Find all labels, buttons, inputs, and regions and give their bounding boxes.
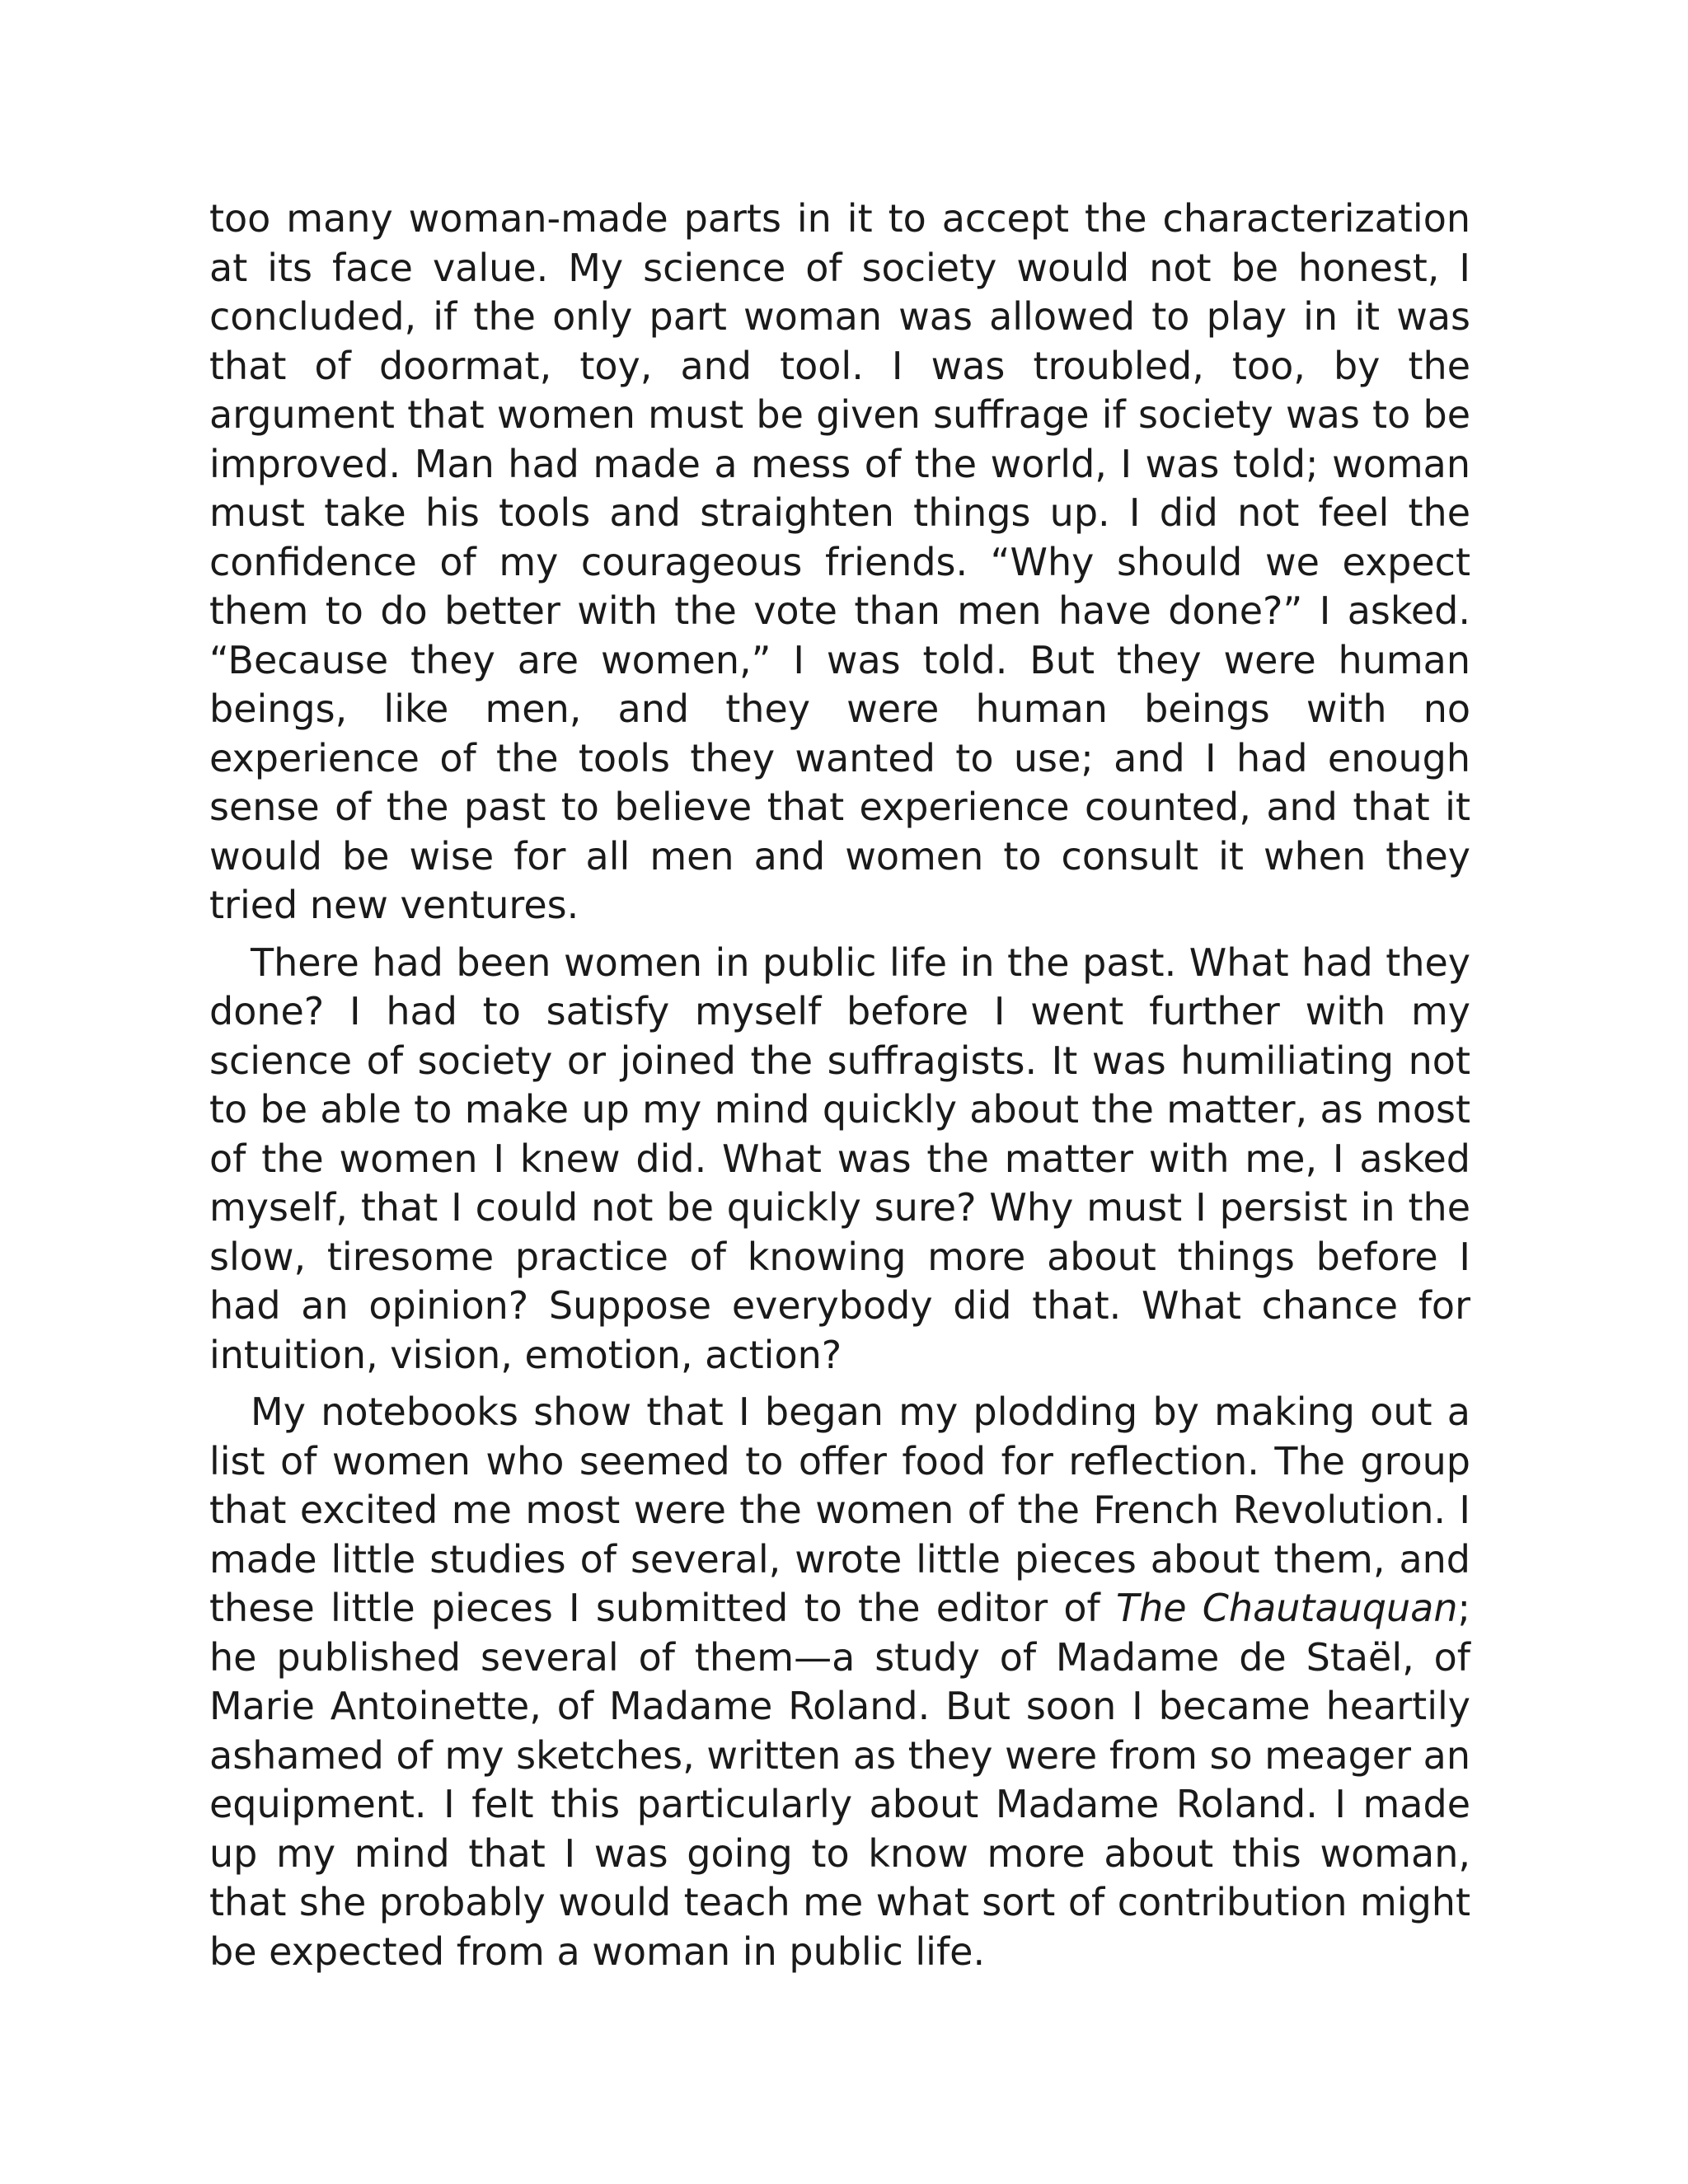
body-text bbox=[209, 194, 1470, 1976]
paragraph-3 bbox=[209, 1388, 1470, 1976]
publication-title: The Chautauquan bbox=[1116, 1586, 1458, 1630]
paragraph-2: There had been women in public life in the past. What had they done? I had to satisfy myself before I went further with my science of society or joined the suffragists. It was humiliating not to be able to make up my mind quickly about the matter, as most of the women I knew did. What was the matter with me, I asked myself, that I could not be quickly sure? Why must I persist in the slow, tiresome practice of knowing more about things before I had an opinion? Suppose everybody did that. What chance for intuition, vision, emotion, action? bbox=[209, 940, 1470, 1377]
paragraph-1: too many woman-made parts in it to accept the characterization at its face value. My science of society would not be honest, I concluded, if the only part woman was allowed to play in it was that of doormat, toy, and tool. I was troubled, too, by the argument that women must be given suffrage if society was to be improved. Man had made a mess of the world, I was told; woman must take his tools and straighten things up. I did not feel the confidence of my courageous friends. “Why should we expect them to do better with the vote than men have done?” I asked. “Because they are women,” I was told. But they were human beings, like men, and they were human beings with no experience of the tools they wanted to use; and I had enough sense of the past to believe that experience counted, and that it would be wise for all men and women to consult it when they tried new ventures. bbox=[209, 196, 1470, 927]
paragraph-3-text-after: ; he published several of them—a study of Madame de Staël, of Marie Antoinette, of Madame Roland. But soon I became heartily ashamed of my sketches, written as they were from so meager an equipment. I felt this particularly about Madame Roland. I made up my mind that I was going to know more about this woman, that she probably would teach me what sort of contribution might be expected from a woman in public life. bbox=[209, 1586, 1470, 1974]
paragraph-3-text-before: My notebooks show that I began my plodding by making out a list of women who seemed to offer food for reflection. The group that excited me most were the women of the French Revolution. I made little studies of several, wrote little pieces about them, and these little pieces I submitted to the editor of bbox=[209, 1390, 1470, 1630]
